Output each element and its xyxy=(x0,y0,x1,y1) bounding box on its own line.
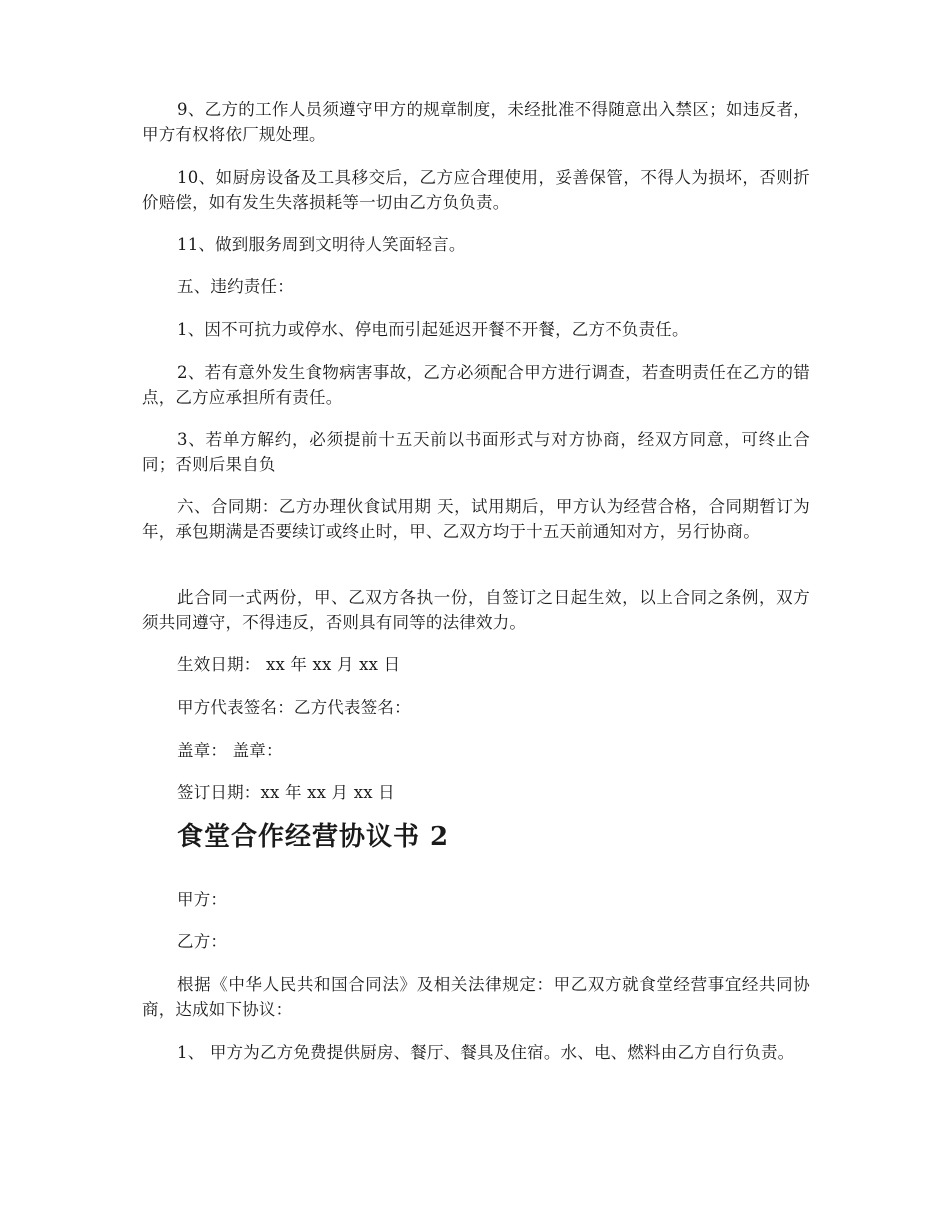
legal-basis-paragraph: 根据《中华人民共和国合同法》及相关法律规定：甲乙双方就食堂经营事宜经共同协商，达成如下协议： xyxy=(142,975,810,1019)
section-breach-liability: 五、违约责任： xyxy=(177,277,294,296)
breach-clause-1: 1、因不可抗力或停水、停电而引起延迟开餐不开餐，乙方不负责任。 xyxy=(177,320,689,339)
agreement-clause-1: 1、 甲方为乙方免费提供厨房、餐厅、餐具及住宿。水、电、燃料由乙方自行负责。 xyxy=(177,1043,795,1062)
seals-line: 盖章： 盖章： xyxy=(177,741,283,760)
section-contract-period: 六、合同期：乙方办理伙食试用期 天，试用期后，甲方认为经营合格，合同期暂订为 年，承包期满是否要续订或终止时，甲、乙双方均于十五天前通知对方，另行协商。 xyxy=(142,497,810,541)
party-a-line: 甲方： xyxy=(177,890,228,909)
clause-11: 11、做到服务周到文明待人笑面轻言。 xyxy=(177,235,466,254)
effective-date: 生效日期： xx 年 xx 月 xx 日 xyxy=(177,655,401,674)
party-b-line: 乙方： xyxy=(177,932,228,951)
clause-10: 10、如厨房设备及工具移交后，乙方应合理使用，妥善保管，不得人为损坏，否则折价赔偿，如有发生失落损耗等一切由乙方负负责。 xyxy=(142,168,810,212)
breach-clause-3: 3、若单方解约，必须提前十五天前以书面形式与对方协商，经双方同意，可终止合同；否则后果自负 xyxy=(142,430,810,474)
representative-signatures: 甲方代表签名：乙方代表签名： xyxy=(177,698,411,717)
clause-9: 9、乙方的工作人员须遵守甲方的规章制度，未经批准不得随意出入禁区；如违反者，甲方有权将依厂规处理。 xyxy=(142,100,810,144)
signing-date: 签订日期：xx 年 xx 月 xx 日 xyxy=(177,783,395,802)
breach-clause-2: 2、若有意外发生食物病害事故，乙方必须配合甲方进行调查，若查明责任在乙方的错点，乙方应承担所有责任。 xyxy=(142,363,810,407)
contract-copies-paragraph: 此合同一式两份，甲、乙双方各执一份，自签订之日起生效，以上合同之条例，双方须共同遵守，不得违反，否则具有同等的法律效力。 xyxy=(142,588,810,632)
agreement-title: 食堂合作经营协议书 2 xyxy=(177,822,450,852)
